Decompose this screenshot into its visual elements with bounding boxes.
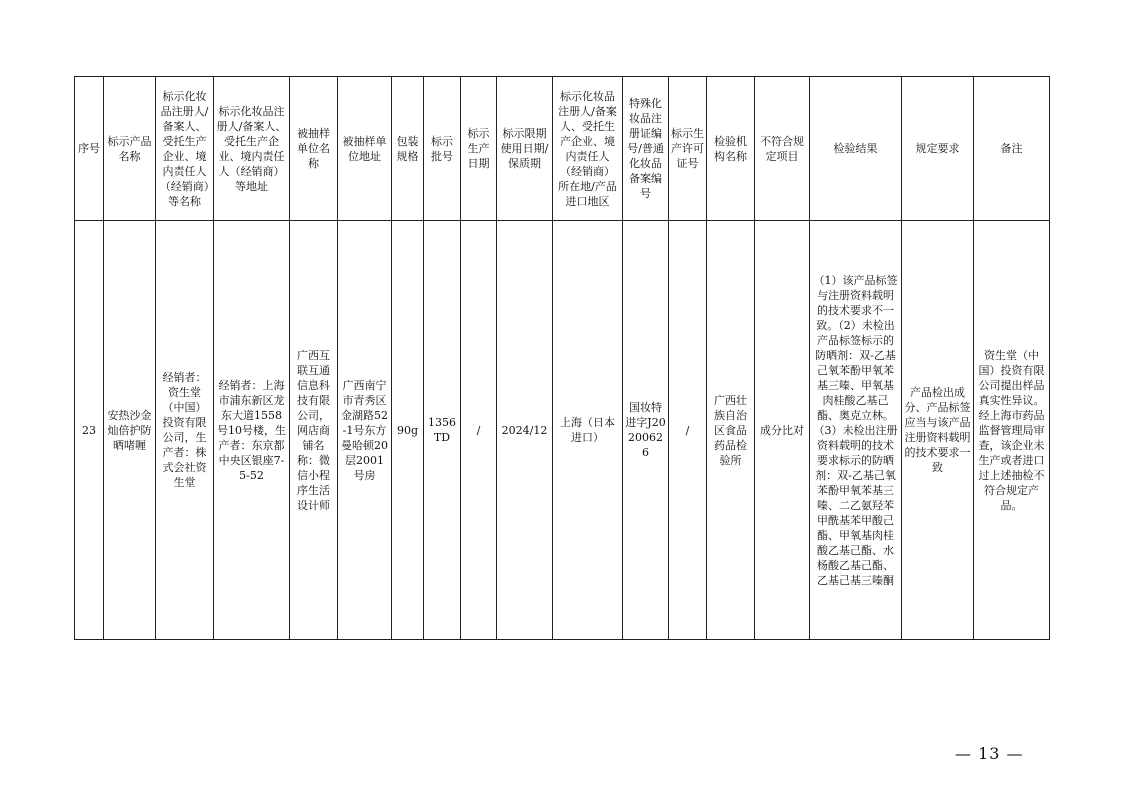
col-header-inspection-result: 检验结果 — [810, 77, 902, 221]
col-header-requirement: 规定要求 — [902, 77, 974, 221]
col-header-seq: 序号 — [75, 77, 104, 221]
col-header-product-name: 标示产品名称 — [104, 77, 156, 221]
col-header-inspection-agency: 检验机构名称 — [707, 77, 755, 221]
cell-requirement: 产品检出成分、产品标签应当与该产品注册资料载明的技术要求一致 — [902, 221, 974, 640]
cell-inspection-agency: 广西壮族自治区食品药品检验所 — [707, 221, 755, 640]
col-header-remark: 备注 — [974, 77, 1050, 221]
page-number: — 13 — — [955, 744, 1024, 763]
col-header-expiry: 标示限期使用日期/保质期 — [497, 77, 553, 221]
cell-registration-no: 国妆特进字J20200626 — [623, 221, 669, 640]
cell-product-name: 安热沙金灿倍护防晒啫喱 — [104, 221, 156, 640]
col-header-package-spec: 包装规格 — [392, 77, 424, 221]
cell-batch-no: 1356TD — [424, 221, 461, 640]
col-header-nonconforming-item: 不符合规定项目 — [755, 77, 810, 221]
col-header-production-date: 标示生产日期 — [461, 77, 497, 221]
col-header-sampled-unit-name: 被抽样单位名称 — [290, 77, 338, 221]
cell-sampled-unit-address: 广西南宁市青秀区金湖路52-1号东方曼哈顿20层2001号房 — [338, 221, 392, 640]
col-header-production-license: 标示生产许可证号 — [669, 77, 707, 221]
cell-inspection-result: （1）该产品标签与注册资料载明的技术要求不一致。（2）未检出产品标签标示的防晒剂：双-乙基己氧苯酚甲氧苯基三嗪、甲氧基肉桂酸乙基己酯、奥克立林。（3）未检出注册资料载明的技术要求标示的防晒剂：双-乙基己氧苯酚甲氧苯基三嗪、二乙氨羟苯甲酰基苯甲酸己酯、甲氧基肉桂酸乙基己酯、水杨酸乙基己酯、乙基己基三嗪酮 — [810, 221, 902, 640]
inspection-table — [74, 76, 1050, 640]
header-row — [75, 77, 1050, 221]
table-row — [75, 221, 1050, 640]
cell-origin-region: 上海（日本进口） — [553, 221, 623, 640]
col-header-batch-no: 标示批号 — [424, 77, 461, 221]
cell-nonconforming-item: 成分比对 — [755, 221, 810, 640]
cell-package-spec: 90g — [392, 221, 424, 640]
cell-seq: 23 — [75, 221, 104, 640]
col-header-sampled-unit-address: 被抽样单位地址 — [338, 77, 392, 221]
cell-sampled-unit-name: 广西互联互通信息科技有限公司，网店商铺名称：微信小程序生活设计师 — [290, 221, 338, 640]
cell-production-date: / — [461, 221, 497, 640]
cell-remark: 资生堂（中国）投资有限公司提出样品真实性异议。经上海市药品监督管理局审查，该企业未生产或者进口过上述抽检不符合规定产品。 — [974, 221, 1050, 640]
col-header-registrant-name: 标示化妆品注册人/备案人、受托生产企业、境内责任人（经销商）等名称 — [156, 77, 214, 221]
col-header-registration-no: 特殊化妆品注册证编号/普通化妆品备案编号 — [623, 77, 669, 221]
cell-registrant-name: 经销者：资生堂（中国）投资有限公司，生产者：株式会社资生堂 — [156, 221, 214, 640]
col-header-origin-region: 标示化妆品注册人/备案人、受托生产企业、境内责任人（经销商）所在地/产品进口地区 — [553, 77, 623, 221]
cell-production-license: / — [669, 221, 707, 640]
cell-registrant-address: 经销者：上海市浦东新区龙东大道1558号10号楼，生产者：东京都中央区银座7-5-52 — [214, 221, 290, 640]
col-header-registrant-address: 标示化妆品注册人/备案人、受托生产企业、境内责任人（经销商）等地址 — [214, 77, 290, 221]
cell-expiry: 2024/12 — [497, 221, 553, 640]
